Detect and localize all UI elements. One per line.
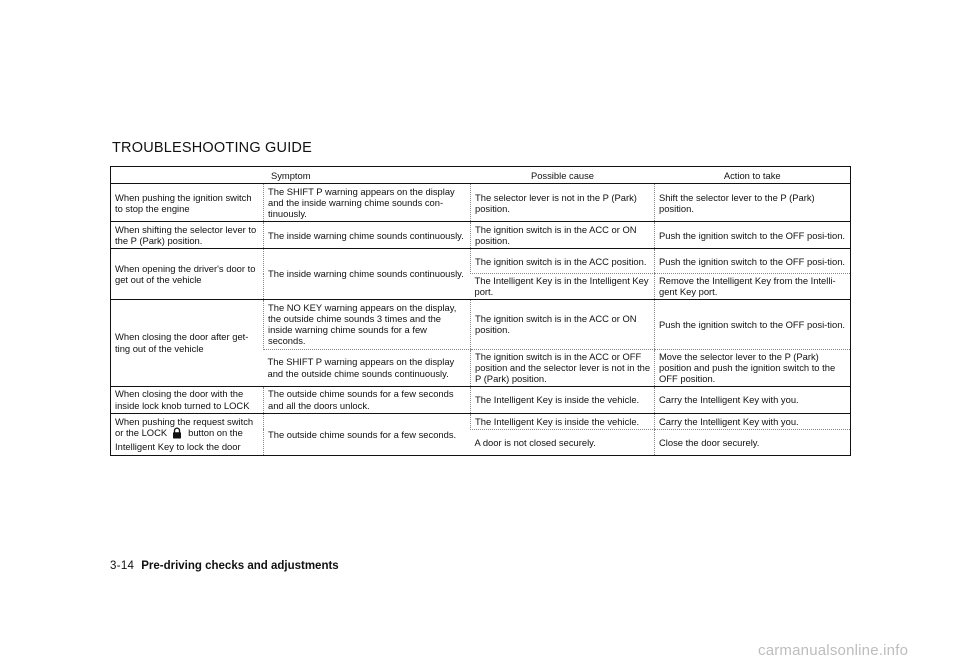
action-cell: Carry the Intelligent Key with you. (655, 386, 851, 413)
watermark: carmanualsonline.info (758, 642, 909, 659)
page-footer (110, 560, 339, 572)
action-cell: Push the ignition switch to the OFF posi-tion. (655, 249, 851, 274)
header-symptom: Symptom (111, 167, 471, 184)
warning-cell: The inside warning chime sounds continuously. (264, 249, 471, 299)
symptom-cell: When shifting the selector lever to the P (Park) position. (111, 222, 264, 249)
page-title: TROUBLESHOOTING GUIDE (112, 140, 312, 156)
warning-cell: The outside chime sounds for a few seconds and all the doors unlock. (264, 386, 471, 413)
action-cell: Carry the Intelligent Key with you. (655, 413, 851, 429)
symptom-text-start: When pushing the request switch or the LOCK (115, 415, 254, 438)
symptom-text-end: button on the Intelligent Key to lock the door (115, 427, 243, 453)
action-cell: Push the ignition switch to the OFF posi-tion. (655, 222, 851, 249)
cause-cell: A door is not closed securely. (471, 429, 655, 455)
cause-cell: The Intelligent Key is in the Intelligent Key port. (471, 274, 655, 299)
cause-cell: The ignition switch is in the ACC or OFF position and the selector lever is not in the P (Park) position. (471, 349, 655, 386)
table-row (111, 222, 851, 249)
symptom-cell: When opening the driver's door to get out of the vehicle (111, 249, 264, 299)
warning-cell: The inside warning chime sounds continuously. (264, 222, 471, 249)
cause-cell: The ignition switch is in the ACC position. (471, 249, 655, 274)
page-number: 3-14 (110, 560, 135, 572)
section-title: Pre-driving checks and adjustments (141, 560, 339, 572)
symptom-cell: When pushing the ignition switch to stop the engine (111, 184, 264, 222)
table-row (111, 299, 851, 349)
table-header-row (111, 167, 851, 184)
header-possible-cause: Possible cause (471, 167, 655, 184)
troubleshooting-table (110, 166, 851, 456)
action-cell: Close the door securely. (655, 429, 851, 455)
symptom-cell (111, 413, 264, 455)
warning-cell: The SHIFT P warning appears on the display and the outside chime sounds continuously. (264, 349, 471, 386)
cause-cell: The Intelligent Key is inside the vehicle. (471, 413, 655, 429)
warning-cell: The outside chime sounds for a few seconds. (264, 413, 471, 455)
table-row (111, 413, 851, 429)
table-row (111, 249, 851, 274)
lock-icon (172, 427, 182, 441)
table-row (111, 184, 851, 222)
action-cell: Move the selector lever to the P (Park) position and push the ignition switch to the OFF position. (655, 349, 851, 386)
cause-cell: The ignition switch is in the ACC or ON position. (471, 222, 655, 249)
action-cell: Shift the selector lever to the P (Park) position. (655, 184, 851, 222)
symptom-cell: When closing the door after get-ting out of the vehicle (111, 299, 264, 386)
cause-cell: The ignition switch is in the ACC or ON position. (471, 299, 655, 349)
symptom-cell: When closing the door with the inside lock knob turned to LOCK (111, 386, 264, 413)
warning-cell: The NO KEY warning appears on the display, the outside chime sounds 3 times and the inside warning chime sounds for a few seconds. (264, 299, 471, 349)
header-action: Action to take (655, 167, 851, 184)
action-cell: Remove the Intelligent Key from the Intelli-gent Key port. (655, 274, 851, 299)
warning-cell: The SHIFT P warning appears on the display and the inside warning chime sounds con-tinuously. (264, 184, 471, 222)
cause-cell: The Intelligent Key is inside the vehicle. (471, 386, 655, 413)
action-cell: Push the ignition switch to the OFF posi-tion. (655, 299, 851, 349)
table-row (111, 386, 851, 413)
cause-cell: The selector lever is not in the P (Park) position. (471, 184, 655, 222)
